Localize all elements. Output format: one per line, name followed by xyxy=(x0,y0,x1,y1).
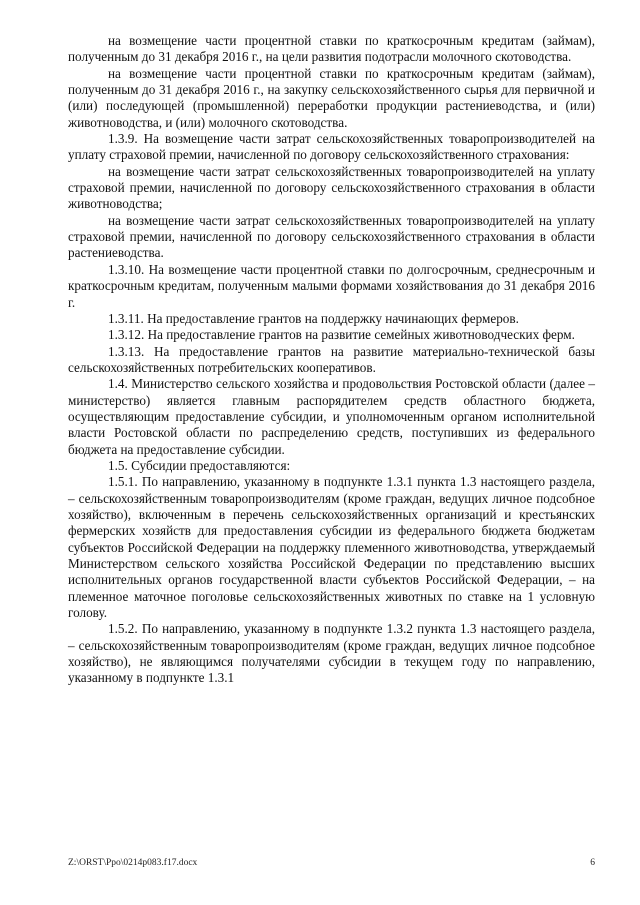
paragraph-1-3-13-grants-cooperatives: 1.3.13. На предоставление грантов на развитие материально-технической базы сельскохозяйственных потребительских кооперативов. xyxy=(68,343,595,375)
footer-file-path: Z:\ORST\Ppo\0214p083.f17.docx xyxy=(68,858,198,868)
paragraph-insurance-crops: на возмещение части затрат сельскохозяйственных товаропроизводителей на уплату страховой премии, начисленной по договору сельскохозяйственного страхования в области растениеводства. xyxy=(68,212,595,261)
paragraph-1-4-ministry: 1.4. Министерство сельского хозяйства и продовольствия Ростовской области (далее – министерство) является главным распорядителем средств областного бюджета, осуществляющим предоставление субсидии, и уполномоченным органом исполнительной власти Ростовской области по распределению средств, поступивших из федерального бюджета на предоставление субсидии. xyxy=(68,376,595,457)
paragraph-1-3-10-small-farms: 1.3.10. На возмещение части процентной ставки по долгосрочным, среднесрочным и краткосрочным кредитам, полученным малыми формами хозяйствования до 31 декабря 2016 г. xyxy=(68,261,595,310)
paragraph-1-3-12-grants-family-farms: 1.3.12. На предоставление грантов на развитие семейных животноводческих ферм. xyxy=(108,327,575,343)
paragraph-1-5-1-breeding: 1.5.1. По направлению, указанному в подпункте 1.3.1 пункта 1.3 настоящего раздела, – сельскохозяйственным товаропроизводителям (кроме граждан, ведущих личное подсобное хозяйство), включенным в перечень сельскохозяйственных организаций и крестьянских фермерских хозяйств для предоставления субсидии из федерального бюджета бюджетам субъектов Российской Федерации на поддержку племенного животноводства, утверждаемый Министерством сельского хозяйства Российской Федерации по представлению высших исполнительных органов государственной власти субъектов Российской Федерации, – на племенное маточное поголовье сельскохозяйственных животных по ставке на 1 условную голову. xyxy=(68,474,595,621)
paragraph-1-3-9-insurance: 1.3.9. На возмещение части затрат сельскохозяйственных товаропроизводителей на уплату страховой премии, начисленной по договору сельскохозяйственного страхования: xyxy=(68,131,595,163)
document-body xyxy=(68,33,595,687)
paragraph-1-5-2: 1.5.2. По направлению, указанному в подпункте 1.3.2 пункта 1.3 настоящего раздела, – сельскохозяйственным товаропроизводителям (кроме граждан, ведущих личное подсобное хозяйство), не являющимся получателями субсидии в текущем году по направлению, указанному в подпункте 1.3.1 xyxy=(68,621,595,686)
paragraph-1-5-subsidies-provided: 1.5. Субсидии предоставляются: xyxy=(108,457,291,473)
paragraph-insurance-livestock: на возмещение части затрат сельскохозяйственных товаропроизводителей на уплату страховой премии, начисленной по договору сельскохозяйственного страхования в области животноводства; xyxy=(68,163,595,212)
paragraph-short-term-loans-raw-materials: на возмещение части процентной ставки по краткосрочным кредитам (займам), полученным до 31 декабря 2016 г., на закупку сельскохозяйственного сырья для первичной и (или) последующей (промышленной) переработки продукции растениеводства, и (или) животноводства, и (или) молочного скотоводства. xyxy=(68,65,595,130)
paragraph-short-term-loans-dairy: на возмещение части процентной ставки по краткосрочным кредитам (займам), полученным до 31 декабря 2016 г., на цели развития подотрасли молочного скотоводства. xyxy=(68,33,595,65)
page-number: 6 xyxy=(590,858,595,868)
paragraph-1-3-11-grants-new-farmers: 1.3.11. На предоставление грантов на поддержку начинающих фермеров. xyxy=(108,310,519,326)
